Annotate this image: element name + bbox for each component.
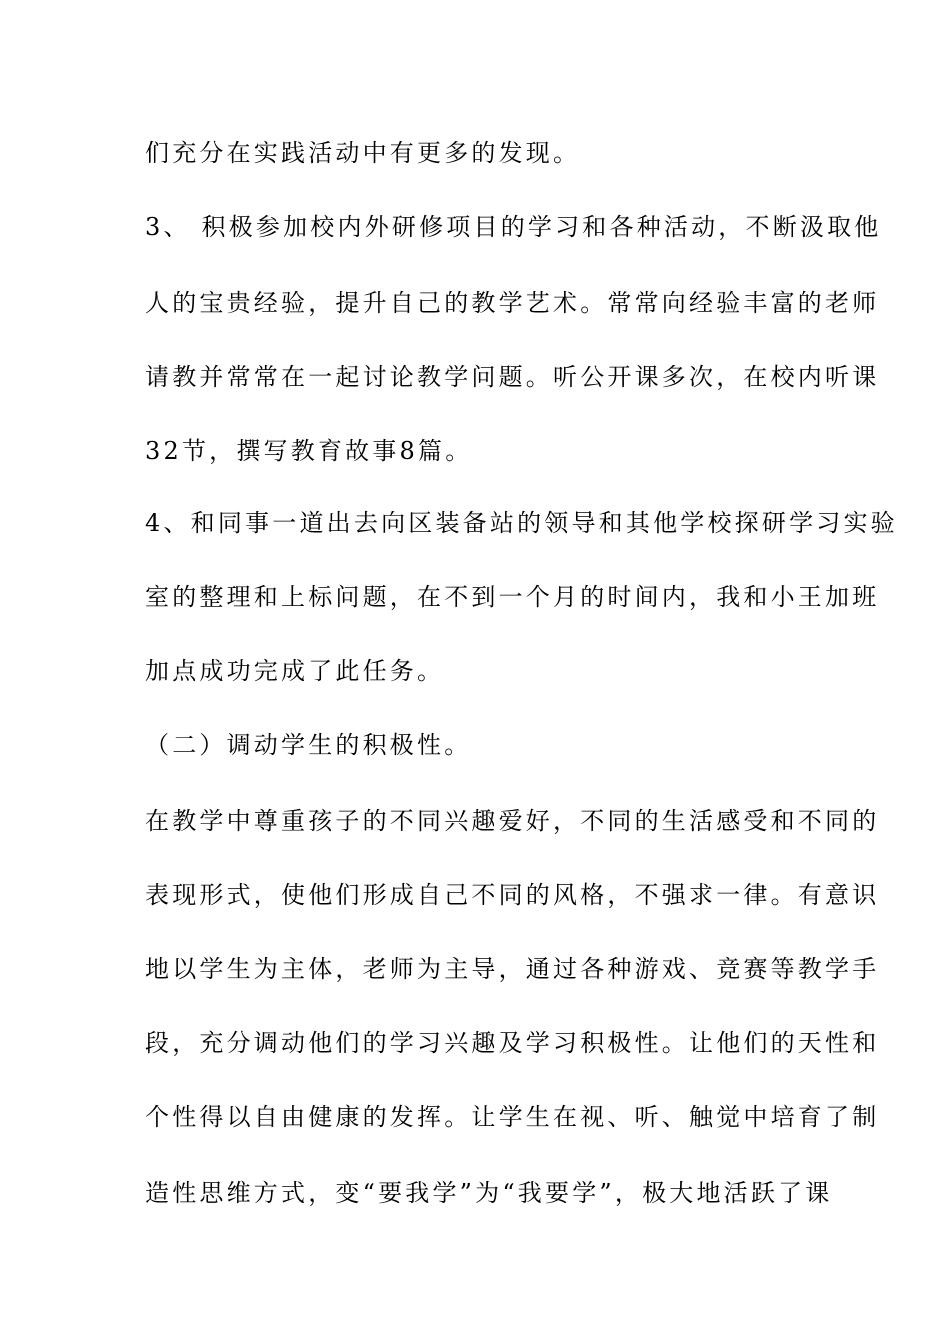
paragraph-line: 地以学生为主体，老师为主导，通过各种游戏、竞赛等教学手 — [145, 955, 880, 983]
paragraph-line: 室的整理和上标问题，在不到一个月的时间内，我和小王加班 — [145, 583, 880, 611]
paragraph-line: 个性得以自由健康的发挥。让学生在视、听、触觉中培育了制 — [145, 1103, 880, 1131]
paragraph-line: 4、和同事一道出去向区装备站的领导和其他学校探研学习实验 — [145, 509, 898, 537]
paragraph-line: 人的宝贵经验，提升自己的教学艺术。常常向经验丰富的老师 — [145, 289, 880, 317]
paragraph-line: 造性思维方式，变“要我学”为“我要学”，极大地活跃了课 — [145, 1179, 833, 1207]
section-heading: （二）调动学生的积极性。 — [145, 731, 472, 759]
paragraph-line: 32节，撰写教育故事8篇。 — [145, 437, 473, 465]
paragraph-line: 们充分在实践活动中有更多的发现。 — [145, 139, 581, 167]
paragraph-line: 在教学中尊重孩子的不同兴趣爱好，不同的生活感受和不同的 — [145, 807, 880, 835]
paragraph-line: 段，充分调动他们的学习兴趣及学习积极性。让他们的天性和 — [145, 1029, 880, 1057]
paragraph-line: 请教并常常在一起讨论教学问题。听公开课多次，在校内听课 — [145, 363, 880, 391]
paragraph-line: 表现形式，使他们形成自己不同的风格，不强求一律。有意识 — [145, 881, 880, 909]
paragraph-line: 加点成功完成了此任务。 — [145, 657, 445, 685]
paragraph-line: 3、 积极参加校内外研修项目的学习和各种活动，不断汲取他 — [145, 213, 882, 241]
